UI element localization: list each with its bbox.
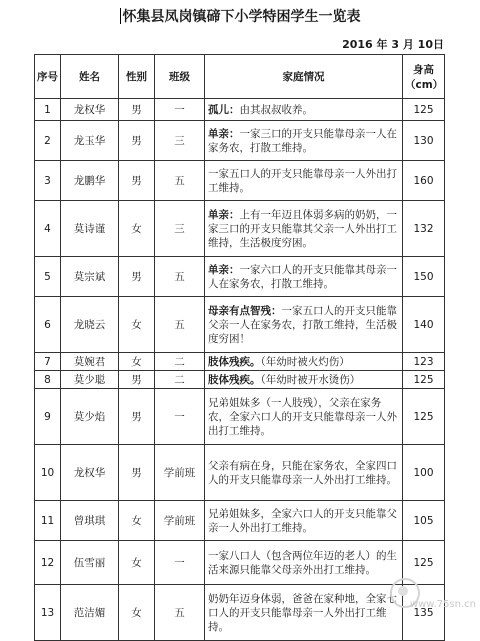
cell-no: 3 (35, 161, 61, 201)
header-height: 身高（cm） (403, 55, 445, 99)
cell-height: 125 (403, 541, 445, 585)
cell-height: 105 (403, 501, 445, 541)
cell-family (205, 541, 403, 585)
cell-grade: 五 (155, 161, 205, 201)
cell-family (205, 585, 403, 641)
cell-height: 140 (403, 297, 445, 353)
table-body (35, 99, 445, 641)
cell-gender: 男 (119, 161, 155, 201)
cell-family (205, 445, 403, 501)
cell-no: 11 (35, 501, 61, 541)
family-desc: 父亲有病在身，只能在家务农，全家四口人的开支只能靠母亲一人外出打工维持。 (208, 459, 397, 486)
cell-height: 135 (403, 585, 445, 641)
family-desc: 上有一年迈且体弱多病的奶奶，一家三口的开支只能靠其父亲一人外出打工维持，生活极度穷困。 (208, 208, 397, 249)
family-desc: 一家六口人的开支只能靠其母亲一人在家务农，打散工维持。 (208, 263, 397, 290)
cell-no: 7 (35, 353, 61, 371)
family-desc: 一家八口人（包含两位年迈的老人）的生活来源只能靠父母亲外出打工维持。 (208, 549, 397, 576)
cell-gender: 女 (119, 201, 155, 257)
cell-grade: 学前班 (155, 445, 205, 501)
cell-name: 莫诗谨 (61, 201, 119, 257)
document-date: 2016 年 3 月 10日 (342, 38, 444, 51)
table-row (35, 445, 445, 501)
cell-name: 莫少焰 (61, 389, 119, 445)
cell-name: 龙权华 (61, 445, 119, 501)
cell-name: 龙权华 (61, 99, 119, 121)
family-kind: 单亲： (208, 263, 240, 276)
cell-no: 6 (35, 297, 61, 353)
cell-no: 13 (35, 585, 61, 641)
header-gender: 性别 (119, 55, 155, 99)
cell-gender: 女 (119, 585, 155, 641)
cell-grade: 三 (155, 201, 205, 257)
cell-grade: 一 (155, 541, 205, 585)
table-row (35, 121, 445, 161)
family-desc: 一家五口人的开支只能靠父亲一人在家务农，打散工维持，生活极度穷困！ (208, 304, 397, 345)
cell-gender: 女 (119, 353, 155, 371)
cell-gender: 男 (119, 257, 155, 297)
cell-gender: 男 (119, 99, 155, 121)
cell-name: 莫宗斌 (61, 257, 119, 297)
cell-family (205, 201, 403, 257)
cell-height: 150 (403, 257, 445, 297)
family-desc: 一家三口的开支只能靠母亲一人在家务农，打散工维持。 (208, 127, 397, 154)
table-row (35, 257, 445, 297)
cell-height: 125 (403, 99, 445, 121)
family-desc: （年幼时被火灼伤） (260, 355, 350, 368)
header-grade: 班级 (155, 55, 205, 99)
cell-height: 100 (403, 445, 445, 501)
table-row (35, 501, 445, 541)
family-desc: （年幼时被开水烫伤） (260, 373, 361, 386)
cell-gender: 男 (119, 445, 155, 501)
family-kind: 母亲有点智残： (208, 304, 282, 317)
cell-grade: 一 (155, 389, 205, 445)
family-kind: 孤儿： (208, 103, 240, 116)
text-cursor (120, 8, 121, 24)
family-desc: 一家五口人的开支只能靠母亲一人外出打工维持。 (208, 167, 397, 194)
cell-family (205, 389, 403, 445)
cell-name: 龙晓云 (61, 297, 119, 353)
cell-grade: 二 (155, 353, 205, 371)
cell-height: 123 (403, 353, 445, 371)
cell-family (205, 121, 403, 161)
table-header-row (35, 55, 445, 99)
table-row (35, 161, 445, 201)
cell-name: 曾琪琪 (61, 501, 119, 541)
family-desc: 兄弟姐妹多（一人肢残），父亲在家务农，全家六口人的开支只能靠母亲一人外出打工维持。 (208, 396, 397, 437)
table-row (35, 297, 445, 353)
cell-grade: 五 (155, 257, 205, 297)
cell-height: 132 (403, 201, 445, 257)
cell-no: 9 (35, 389, 61, 445)
family-kind: 肢体残疾。 (208, 373, 261, 386)
students-table (34, 54, 445, 641)
header-name: 姓名 (61, 55, 119, 99)
document-title (0, 6, 480, 26)
family-kind: 单亲： (208, 127, 240, 140)
title-text: 怀集县凤岗镇碲下小学特困学生一览表 (122, 9, 361, 25)
table-row (35, 201, 445, 257)
cell-family (205, 371, 403, 389)
cell-family (205, 353, 403, 371)
cell-no: 8 (35, 371, 61, 389)
cell-grade: 五 (155, 585, 205, 641)
cell-gender: 男 (119, 121, 155, 161)
cell-family (205, 297, 403, 353)
table-row (35, 99, 445, 121)
family-desc: 由其叔叔收养。 (239, 103, 313, 116)
family-desc: 奶奶年迈身体弱，爸爸在家种地，全家七口人的开支只能靠母亲一人外出打工维持。 (208, 592, 397, 633)
cell-grade: 五 (155, 297, 205, 353)
cell-gender: 女 (119, 541, 155, 585)
cell-grade: 一 (155, 99, 205, 121)
cell-name: 莫少聪 (61, 371, 119, 389)
cell-family (205, 501, 403, 541)
cell-gender: 男 (119, 389, 155, 445)
cell-no: 5 (35, 257, 61, 297)
watermark: www.75sn.cn (409, 599, 476, 610)
cell-name: 莫婉君 (61, 353, 119, 371)
cell-height: 130 (403, 121, 445, 161)
cell-no: 10 (35, 445, 61, 501)
cell-name: 范洁媚 (61, 585, 119, 641)
cell-family (205, 99, 403, 121)
cell-family (205, 161, 403, 201)
family-desc: 兄弟姐妹多，全家六口人的开支只能靠父亲一人外出打工维持。 (208, 507, 397, 534)
cell-grade: 学前班 (155, 501, 205, 541)
header-no: 序号 (35, 55, 61, 99)
cell-no: 4 (35, 201, 61, 257)
family-kind: 肢体残疾。 (208, 355, 261, 368)
cell-gender: 女 (119, 501, 155, 541)
cell-no: 1 (35, 99, 61, 121)
cell-name: 龙鹏华 (61, 161, 119, 201)
table-row (35, 585, 445, 641)
cell-height: 125 (403, 389, 445, 445)
cell-gender: 男 (119, 371, 155, 389)
table-row (35, 353, 445, 371)
table-row (35, 371, 445, 389)
family-kind: 单亲： (208, 208, 240, 221)
cell-grade: 二 (155, 371, 205, 389)
cell-grade: 三 (155, 121, 205, 161)
cell-no: 12 (35, 541, 61, 585)
cell-height: 160 (403, 161, 445, 201)
header-family: 家庭情况 (205, 55, 403, 99)
cell-gender: 女 (119, 297, 155, 353)
cell-family (205, 257, 403, 297)
cell-name: 龙玉华 (61, 121, 119, 161)
table-row (35, 389, 445, 445)
cell-height: 125 (403, 371, 445, 389)
cell-no: 2 (35, 121, 61, 161)
cell-name: 伍雪丽 (61, 541, 119, 585)
table-row (35, 541, 445, 585)
